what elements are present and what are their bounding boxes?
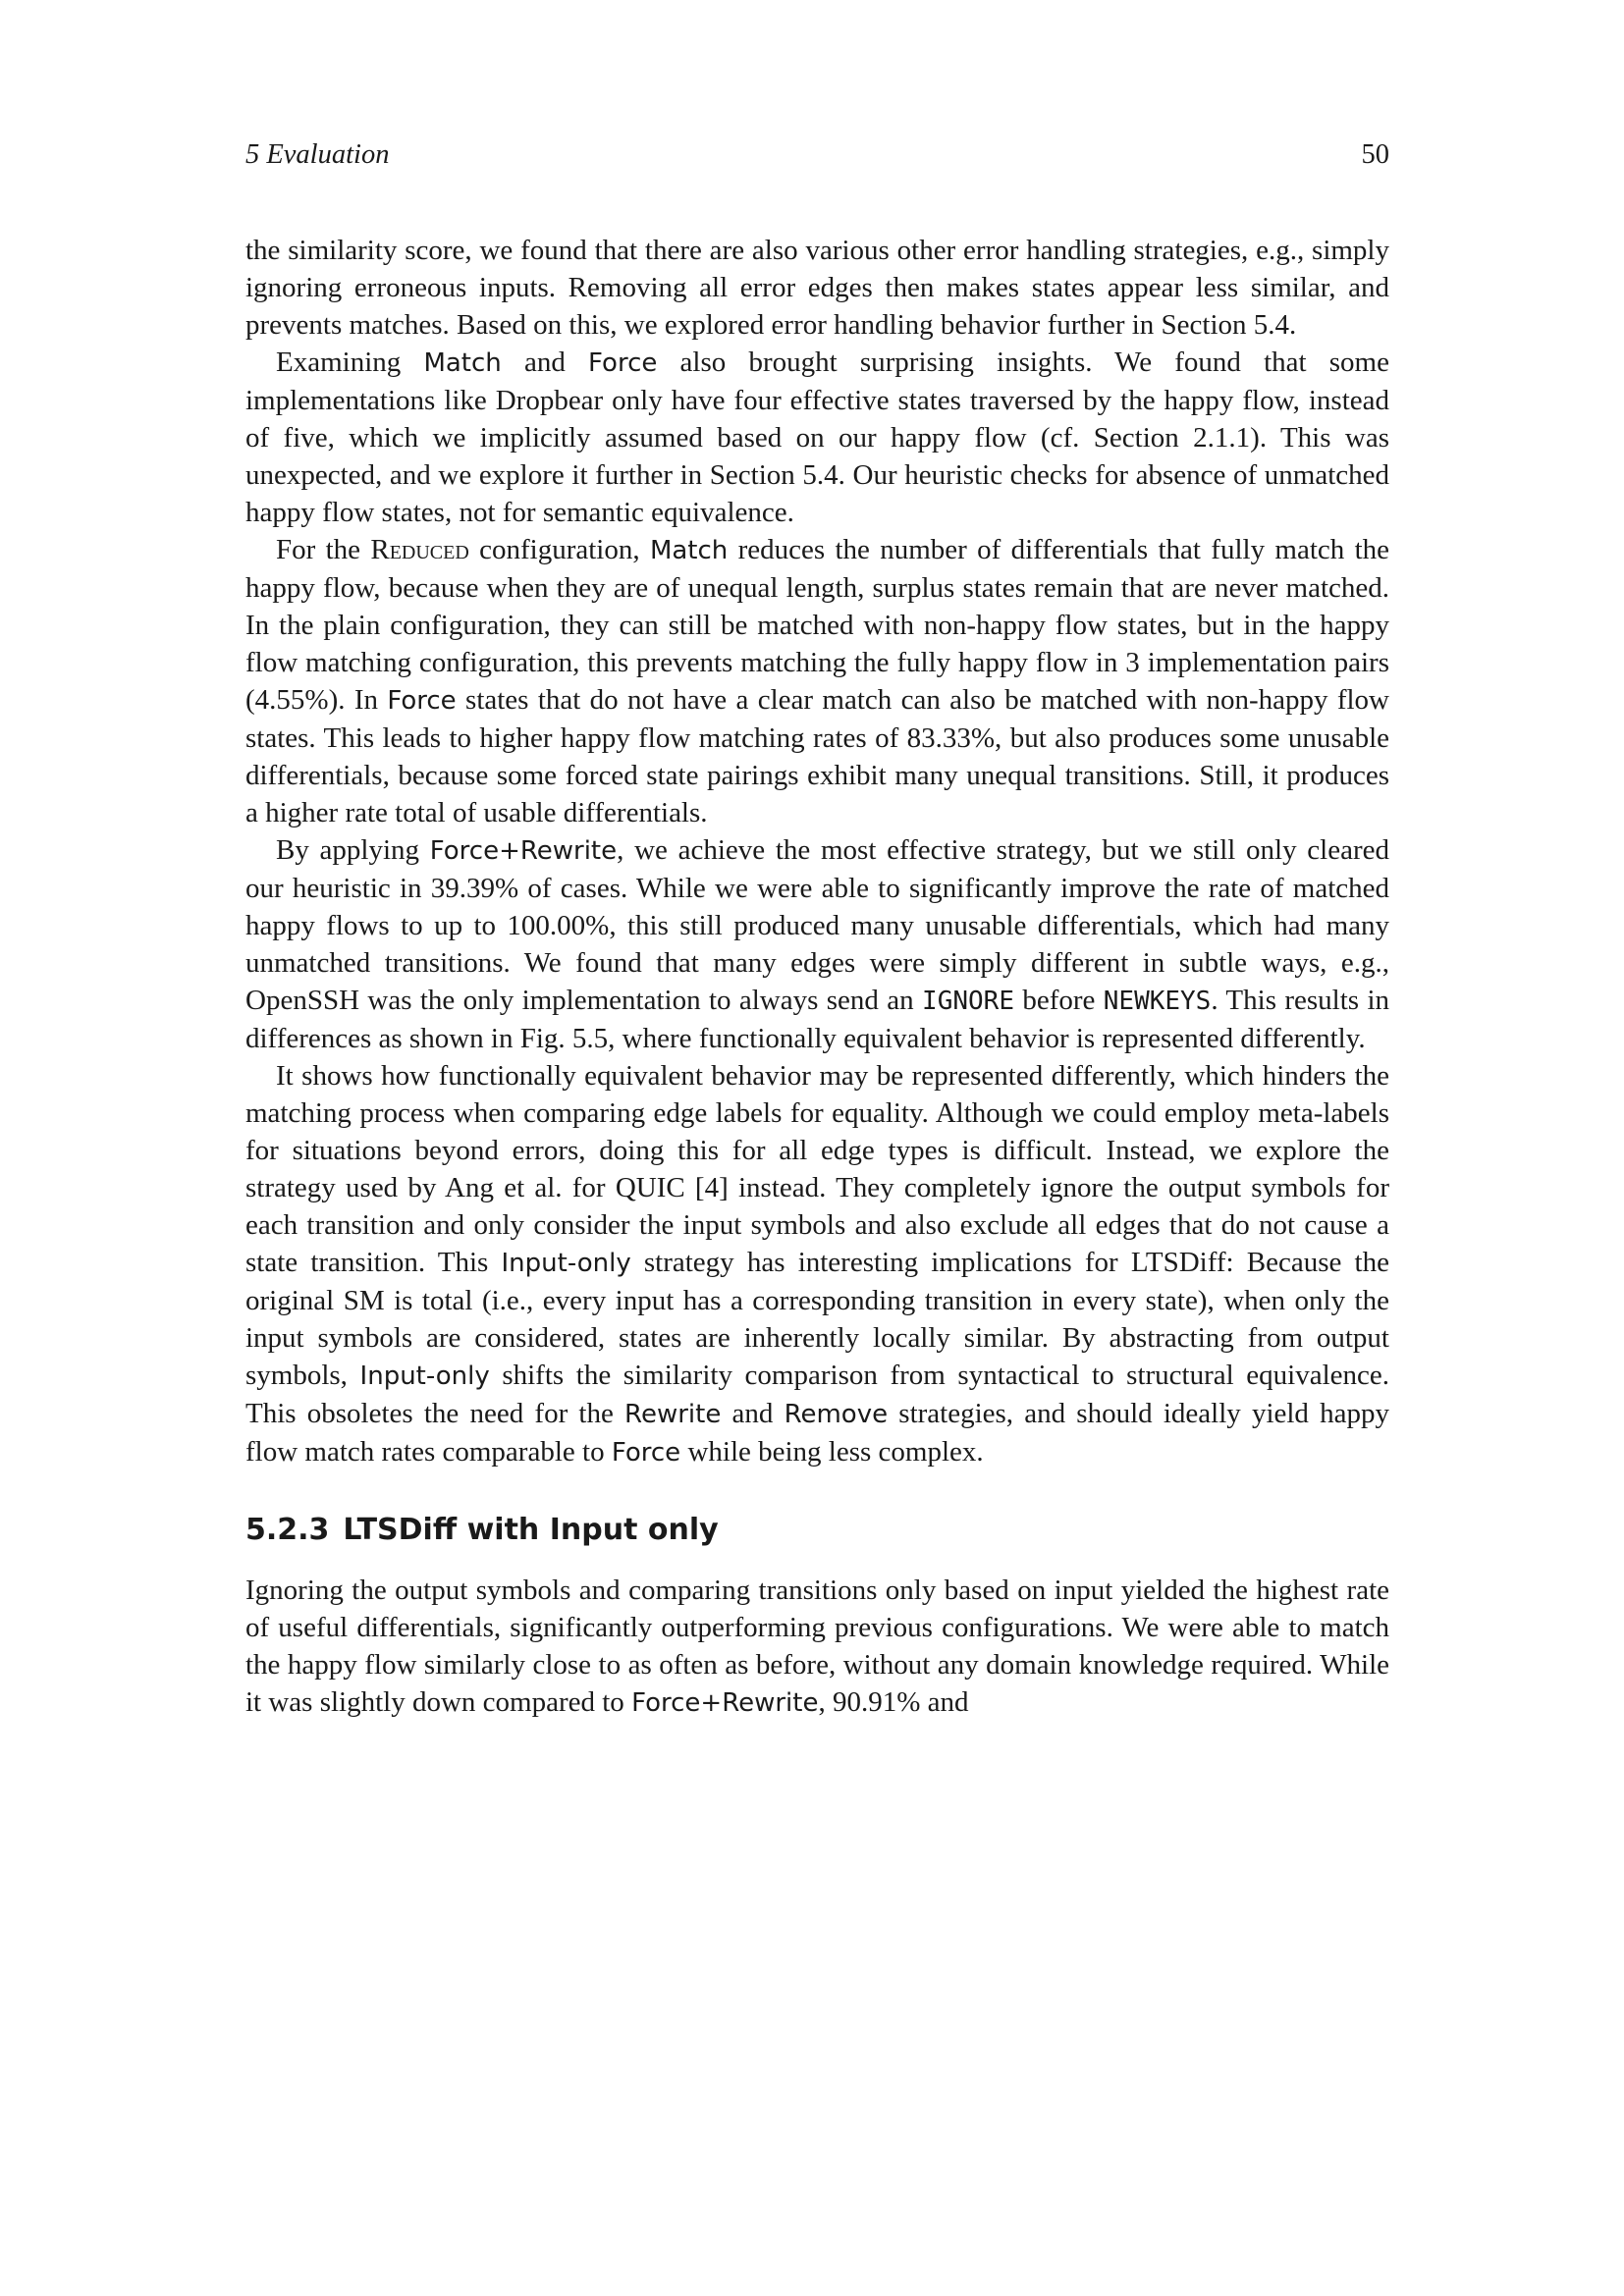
text-run: strategy has interesting implications for LTSDiff: Because the original SM is total (i.e., every input has a corresponding transition in every state), when only the input symbols are considered, states are inherently locally similar. By abstracting from output symbols, — [245, 1247, 1389, 1391]
strategy-name: Force+Rewrite — [631, 1688, 819, 1718]
message-name: IGNORE — [922, 987, 1014, 1016]
paragraph-p5 — [245, 1057, 1389, 1471]
text-run: and — [721, 1398, 785, 1429]
text-run: states that do not have a clear match can also be matched with non-happy flow states. This leads to higher happy flow matching rates of 83.33%, but also produces some unusable differentials, because some forced state pairings exhibit many unequal transitions. Still, it produces a higher rate total of usable differentials. — [245, 684, 1389, 828]
paragraph-p4 — [245, 831, 1389, 1057]
section-heading — [245, 1511, 1389, 1550]
strategy-name: Force — [387, 686, 457, 716]
body-text — [245, 232, 1389, 1722]
configuration-name: Reduced — [370, 534, 469, 565]
strategy-name: Match — [423, 348, 502, 378]
paragraph-group — [245, 232, 1389, 1471]
strategy-name: Rewrite — [624, 1400, 722, 1429]
text-run: , 90.91% and — [818, 1686, 969, 1718]
strategy-name: Input-only — [501, 1249, 631, 1278]
paragraph-p3 — [245, 531, 1389, 831]
strategy-name: Force+Rewrite — [429, 836, 618, 866]
page-number: 50 — [1361, 139, 1389, 170]
paragraph-group — [245, 1572, 1389, 1722]
running-header — [245, 135, 1389, 175]
strategy-name: Remove — [784, 1400, 889, 1429]
paragraph-p2 — [245, 344, 1389, 531]
strategy-name: Force — [611, 1438, 681, 1468]
strategy-name: Match — [649, 536, 729, 565]
text-run: . This results in differences as shown in Fig. 5.5, where functionally equivalent behavior is represented differently. — [245, 985, 1389, 1054]
paragraph-p1 — [245, 232, 1389, 344]
text-run: , we achieve the most effective strategy, but we still only cleared our heuristic in 39.39% of cases. While we were able to significantly improve the rate of matched happy flows to up to 100.00%, this still produced many unusable differentials, which had many unmatched transitions. We found that many edges were simply different in subtle ways, e.g., OpenSSH was the only implementation to always send an — [245, 834, 1389, 1016]
section-number: 5.2.3 — [245, 1513, 330, 1547]
strategy-name: Input-only — [359, 1362, 490, 1391]
text-run: Examining — [276, 347, 424, 378]
chapter-title: 5 Evaluation — [245, 139, 390, 170]
message-name: NEWKEYS — [1103, 987, 1212, 1016]
text-run: By applying — [276, 834, 430, 866]
text-run: It shows how functionally equivalent behavior may be represented differently, which hinders the matching process when comparing edge labels for equality. Although we could employ meta-labels for situations beyond errors, doing this for all edge types is difficult. Instead, we explore the strategy used by Ang et al. for QUIC [4] instead. They completely ignore the output symbols for each transition and only consider the input symbols and also exclude all edges that do not cause a state transition. This — [245, 1060, 1389, 1278]
strategy-name: Force — [588, 348, 658, 378]
text-run: shifts the similarity comparison from syntactical to structural equivalence. This obsoletes the need for the — [245, 1360, 1390, 1429]
text-run: and — [501, 347, 589, 378]
section-title: LTSDiff with Input only — [343, 1513, 719, 1547]
text-run: configuration, — [468, 534, 650, 565]
text-run: while being less complex. — [680, 1436, 984, 1468]
text-run: also brought surprising insights. We found that some implementations like Dropbear only have four effective states traversed by the happy flow, instead of five, which we implicitly assumed based on our happy flow (cf. Section 2.1.1). This was unexpected, and we explore it further in Section 5.4. Our heuristic checks for absence of unmatched happy flow states, not for semantic equivalence. — [245, 347, 1389, 528]
paragraph-p6 — [245, 1572, 1389, 1722]
text-run: before — [1013, 985, 1104, 1016]
text-run: strategies, and should ideally yield happy flow match rates comparable to — [245, 1398, 1389, 1468]
text-run: For the — [276, 534, 371, 565]
text-run: the similarity score, we found that there are also various other error handling strategies, e.g., simply ignoring erroneous inputs. Removing all error edges then makes states appear less similar, and prevents matches. Based on this, we explored error handling behavior further in Section 5.4. — [245, 235, 1389, 341]
text-run: Ignoring the output symbols and comparing transitions only based on input yielded the highest rate of useful differentials, significantly outperforming previous configurations. We were able to match the happy flow similarly close to as often as before, without any domain knowledge required. While it was slightly down compared to — [245, 1575, 1389, 1718]
text-run: reduces the number of differentials that fully match the happy flow, because when they are of unequal length, surplus states remain that are never matched. In the plain configuration, they can still be matched with non-happy flow states, but in the happy flow matching configuration, this prevents matching the fully happy flow in 3 implementation pairs (4.55%). In — [245, 534, 1389, 716]
